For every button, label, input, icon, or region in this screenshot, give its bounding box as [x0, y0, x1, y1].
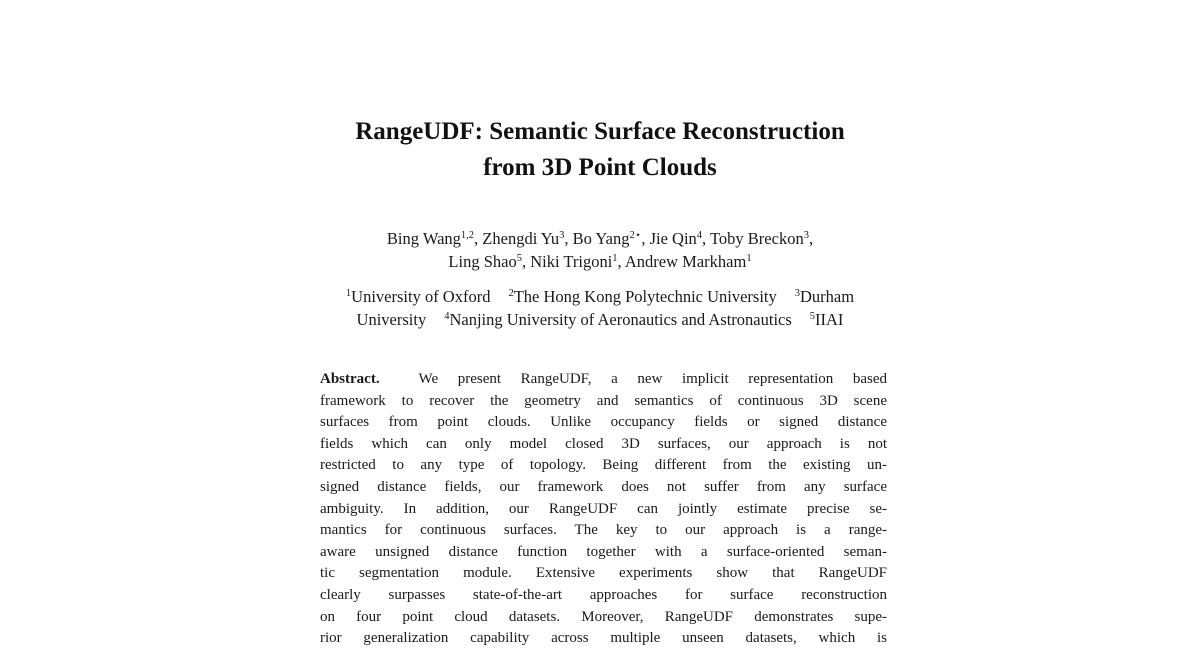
affiliation-line-2 — [0, 308, 1200, 331]
author-affiliation-marker: 5 — [516, 253, 522, 264]
author-line-1 — [0, 227, 1200, 250]
author-affiliation-marker: 3 — [559, 230, 565, 241]
affiliation-marker: 3 — [794, 288, 801, 299]
abstract-line: aware unsigned distance function together with a surface-oriented seman- — [320, 543, 887, 560]
affiliation-name: University of Oxford — [351, 287, 491, 306]
author-name: Bo Yang — [572, 229, 630, 248]
affiliation-durham — [795, 287, 854, 306]
abstract-line: surfaces from point clouds. Unlike occupancy fields or signed distance — [320, 414, 887, 431]
author-separator: , — [521, 252, 531, 271]
author-name: Bing Wang — [386, 229, 461, 248]
paper-title — [0, 114, 1200, 186]
author-affiliation-marker: 4 — [696, 230, 703, 241]
abstract-line: fields which can only model closed 3D surfaces, our approach is not — [320, 435, 887, 452]
abstract-line: tic segmentation module. Extensive experiments show that RangeUDF — [320, 565, 887, 582]
author-affiliation-marker: 3 — [803, 230, 809, 241]
affiliation-polyu — [508, 287, 776, 306]
author-name: Andrew Markham — [624, 252, 747, 271]
author-separator: , — [641, 229, 650, 248]
affiliation-marker: 1 — [345, 288, 352, 299]
author-name: Zhengdi Yu — [482, 229, 560, 248]
abstract-line: on four point cloud datasets. Moreover, RangeUDF demonstrates supe- — [320, 608, 887, 625]
abstract-line: rior generalization capability across multiple unseen datasets, which is — [320, 630, 887, 647]
affiliation-name: The Hong Kong Polytechnic University — [513, 287, 777, 306]
author-name: Ling Shao — [448, 252, 517, 271]
abstract-line: signed distance fields, our framework does not suffer from any surface — [320, 478, 887, 495]
author-line-2 — [0, 250, 1200, 273]
author-affiliation-marker: 1 — [612, 253, 618, 264]
author-name: Niki Trigoni — [530, 252, 613, 271]
affiliation-marker: 2 — [508, 288, 514, 299]
affiliation-name: Nanjing University of Aeronautics and Astronautics — [449, 310, 792, 329]
affiliation-marker: 4 — [444, 311, 450, 322]
author-affiliation-marker: 2⋆ — [629, 230, 642, 241]
title-line-1: RangeUDF: Semantic Surface Reconstruction — [355, 118, 845, 145]
affiliation-name: Durham — [800, 287, 855, 306]
affiliation-oxford — [346, 287, 491, 306]
author-list — [0, 227, 1200, 273]
abstract-heading: Abstract. — [320, 371, 380, 387]
author-separator: , — [564, 229, 573, 248]
author-name: Jie Qin — [649, 229, 697, 248]
abstract-line: restricted to any type of topology. Being different from the existing un- — [320, 457, 887, 474]
affiliation-marker: 5 — [809, 311, 816, 322]
author-affiliation-marker: 1,2 — [460, 230, 475, 241]
author-name: Toby Breckon — [710, 229, 804, 248]
affiliation-name: IIAI — [815, 310, 844, 329]
abstract-line: ambiguity. In addition, our RangeUDF can jointly estimate precise se- — [320, 500, 887, 517]
affiliation-list — [0, 285, 1200, 331]
affiliation-iiai — [810, 310, 844, 329]
author-separator: , — [808, 229, 814, 248]
abstract — [320, 369, 887, 650]
abstract-text: We present RangeUDF, a new implicit representation based — [418, 371, 888, 387]
author-affiliation-marker: 1 — [746, 253, 752, 264]
abstract-line: mantics for continuous surfaces. The key to our approach is a range- — [320, 522, 887, 539]
affiliation-line-1 — [0, 285, 1200, 308]
abstract-line: framework to recover the geometry and semantics of continuous 3D scene — [320, 392, 887, 409]
author-separator: , — [702, 229, 710, 248]
author-separator: , — [474, 229, 483, 248]
affiliation-name: University — [356, 310, 427, 329]
abstract-line: clearly surpasses state-of-the-art approaches for surface reconstruction — [320, 586, 887, 603]
abstract-line — [320, 369, 887, 391]
affiliation-nuaa — [444, 310, 792, 329]
title-line-2: from 3D Point Clouds — [483, 154, 717, 181]
author-separator: , — [617, 252, 625, 271]
